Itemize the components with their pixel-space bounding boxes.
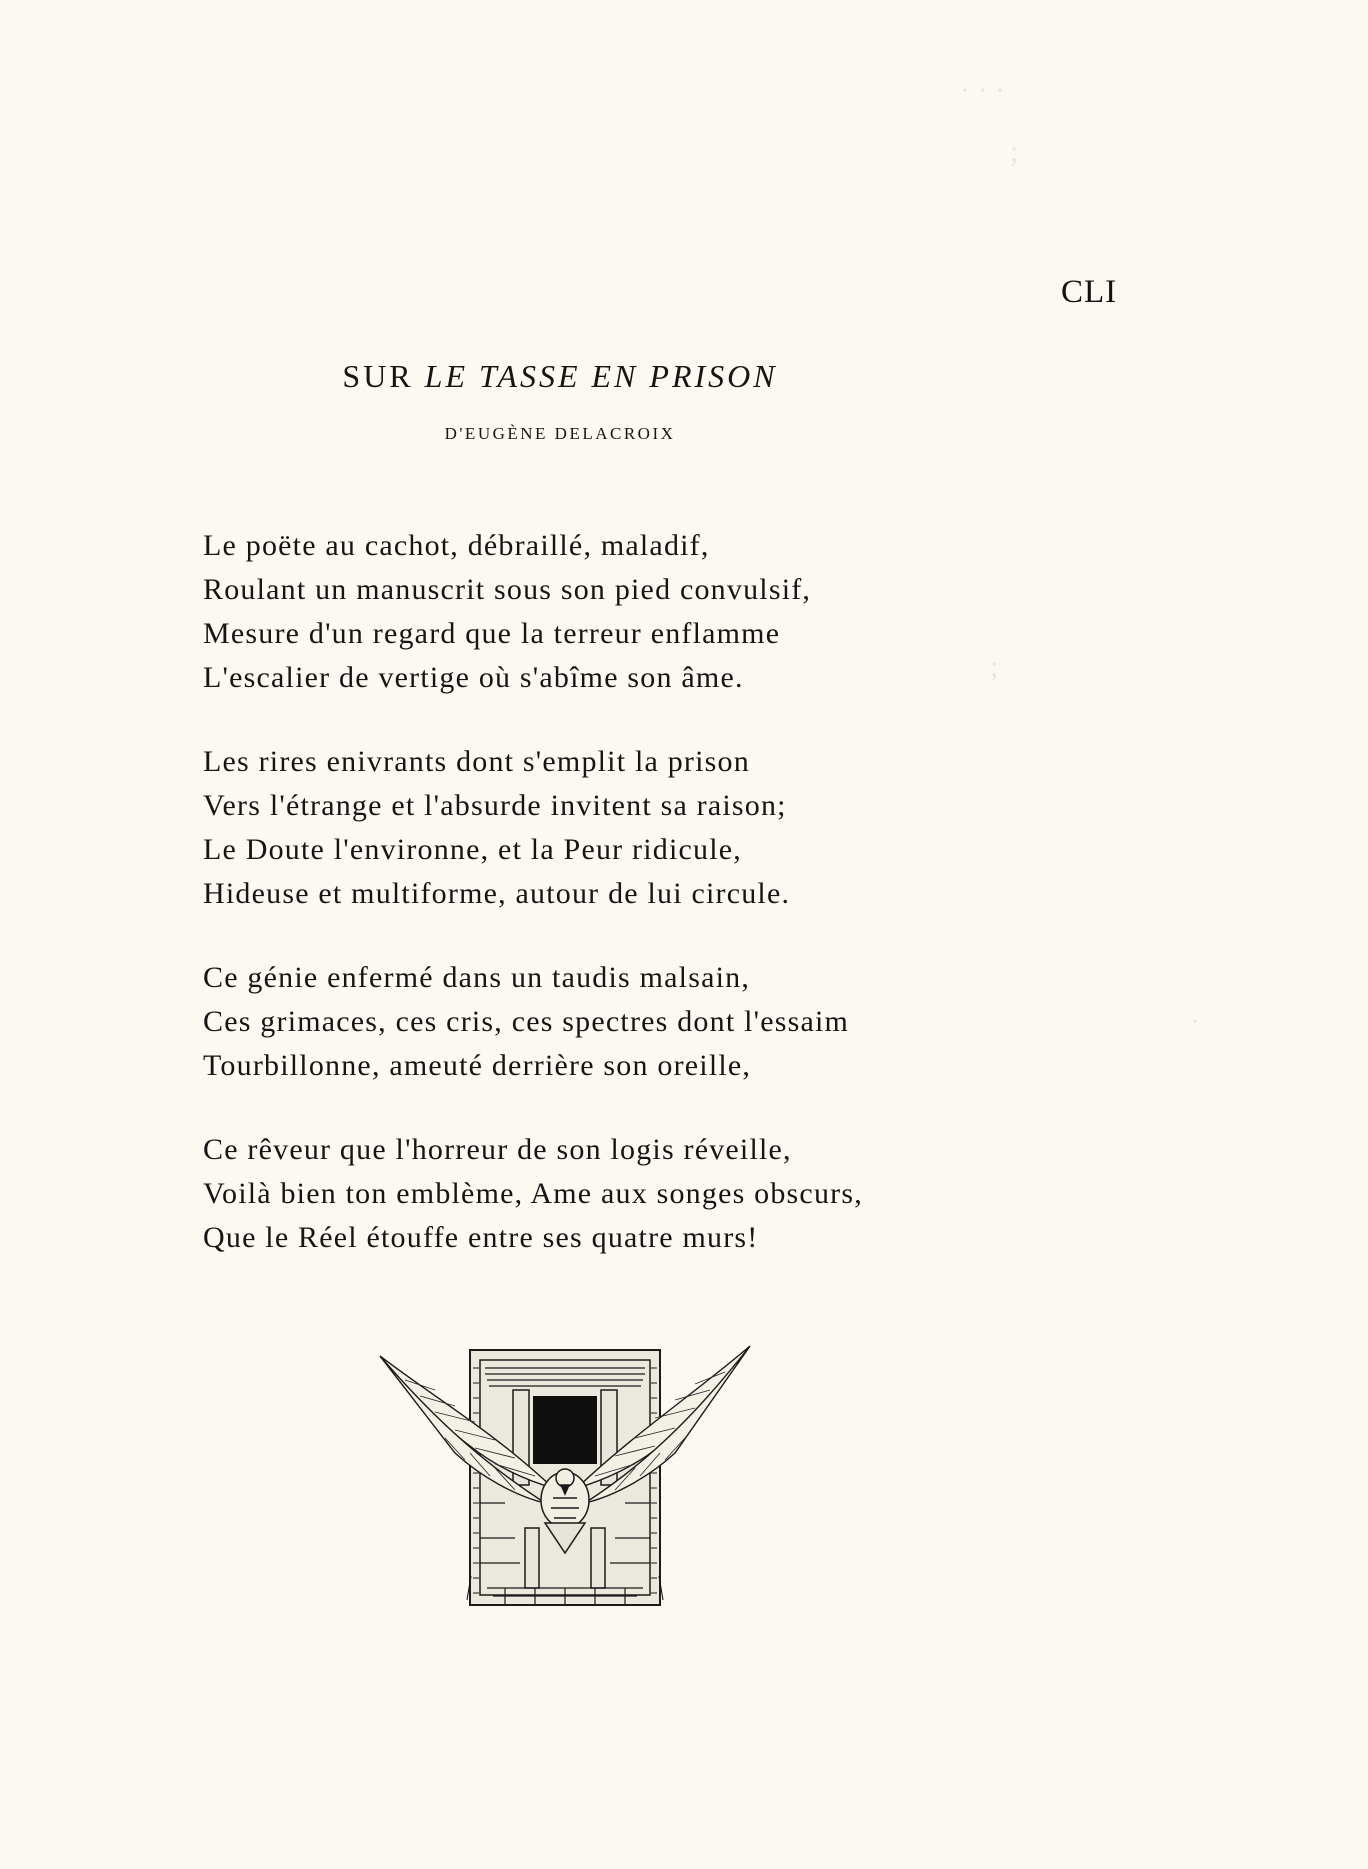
verse-line: Vers l'étrange et l'absurde invitent sa raison; (203, 789, 787, 822)
verse-line: Hideuse et multiforme, autour de lui circule. (203, 877, 791, 910)
verse-line: Voilà bien ton emblème, Ame aux songes obscurs, (203, 1177, 863, 1210)
stanza-1 (203, 524, 1203, 700)
verse-line: Le poëte au cachot, débraillé, maladif, (203, 529, 710, 562)
verse-line: Ce rêveur que l'horreur de son logis réveille, (203, 1133, 792, 1166)
show-through-mark: · · · (960, 74, 1005, 107)
show-through-mark: ; (1010, 135, 1019, 168)
title-prefix: SUR (342, 358, 414, 394)
stanza-3 (203, 956, 1203, 1088)
verse-line: Tourbillonne, ameuté derrière son oreille, (203, 1049, 752, 1082)
show-through-mark: · (1190, 1005, 1200, 1038)
stanza-2 (203, 740, 1203, 916)
verse-line: Que le Réel étouffe entre ses quatre murs! (203, 1221, 759, 1254)
poem-subtitle: D'EUGÈNE DELACROIX (444, 424, 676, 443)
page-number: CLI (1061, 274, 1118, 310)
poem-body (203, 524, 1203, 1300)
verse-line: Ce génie enfermé dans un taudis malsain, (203, 961, 751, 994)
show-through-mark: ; (990, 650, 999, 683)
poem-title (300, 358, 820, 395)
winged-window-engraving-icon (375, 1338, 755, 1618)
verse-line: Les rires enivrants dont s'emplit la prison (203, 745, 750, 778)
stanza-4 (203, 1128, 1203, 1260)
verse-line: L'escalier de vertige où s'abîme son âme. (203, 661, 744, 694)
verse-line: Ces grimaces, ces cris, ces spectres dont l'essaim (203, 1005, 850, 1038)
title-work: LE TASSE EN PRISON (424, 358, 778, 394)
verse-line: Le Doute l'environne, et la Peur ridicule, (203, 833, 742, 866)
verse-line: Mesure d'un regard que la terreur enflamme (203, 617, 781, 650)
verse-line: Roulant un manuscrit sous son pied convulsif, (203, 573, 812, 606)
